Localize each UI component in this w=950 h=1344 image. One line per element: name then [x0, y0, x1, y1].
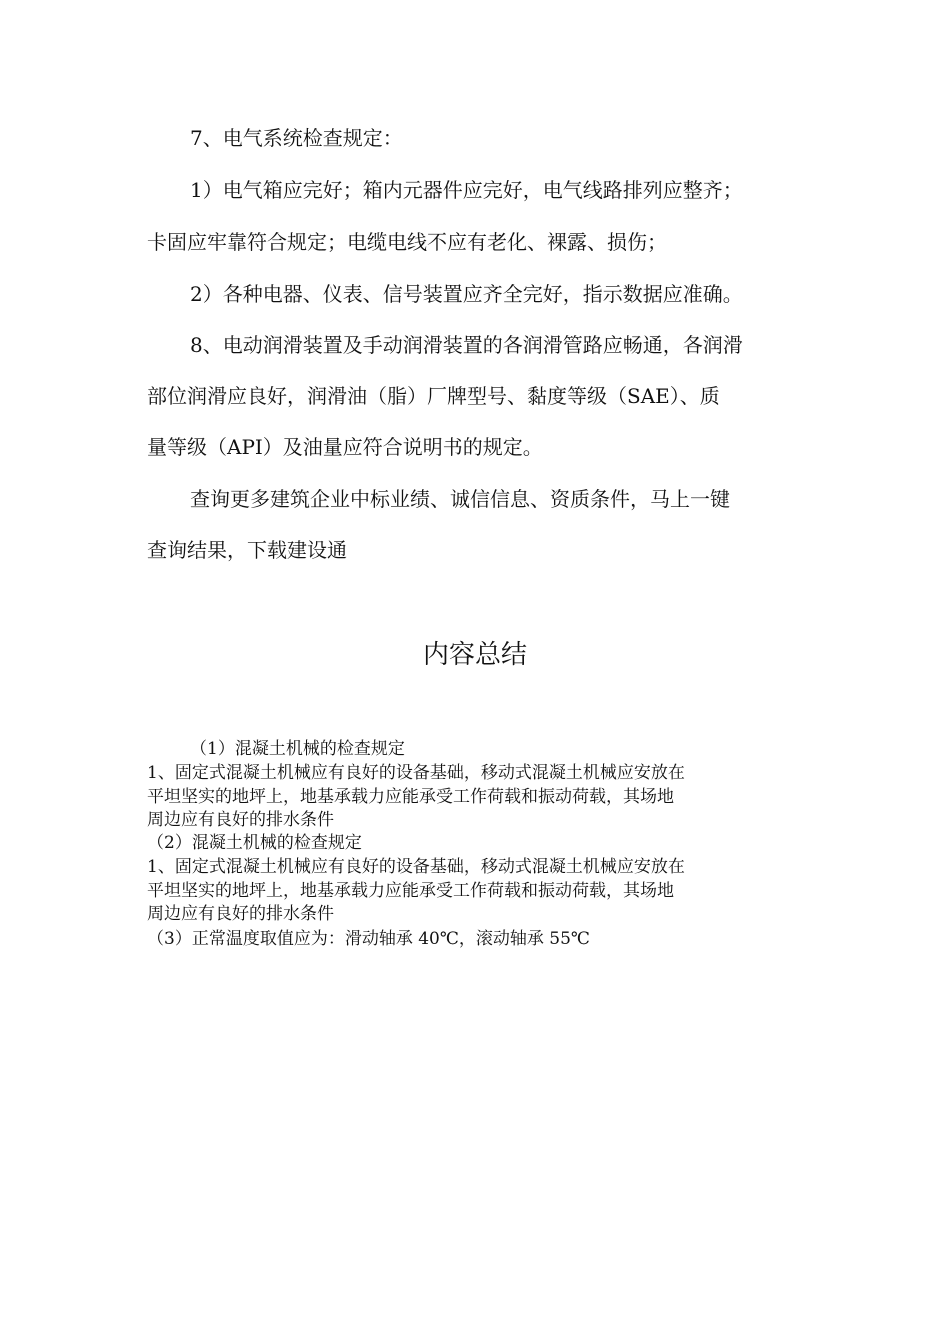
section7-item1-line2: 卡固应牢靠符合规定；电缆电线不应有老化、裸露、损伤；: [147, 230, 667, 254]
summary-item1-line3: 周边应有良好的排水条件: [147, 810, 334, 830]
section8-line3: 量等级（API）及油量应符合说明书的规定。: [147, 435, 543, 459]
section7-item2: 2）各种电器、仪表、信号装置应齐全完好，指示数据应准确。: [190, 282, 743, 306]
summary-title: 内容总结: [422, 640, 527, 670]
section8-line2: 部位润滑应良好，润滑油（脂）厂牌型号、黏度等级（SAE）、质: [147, 384, 720, 408]
section7-heading: 7、电气系统检查规定：: [190, 126, 403, 150]
summary-item2-line2: 平坦坚实的地坪上，地基承载力应能承受工作荷载和振动荷载，其场地: [147, 881, 674, 901]
summary-item1-heading: （1）混凝土机械的检查规定: [190, 739, 405, 759]
section7-item1-line1: 1）电气箱应完好；箱内元器件应完好，电气线路排列应整齐；: [190, 178, 743, 202]
section8-line1: 8、电动润滑装置及手动润滑装置的各润滑管路应畅通，各润滑: [190, 333, 743, 357]
summary-item1-line2: 平坦坚实的地坪上，地基承载力应能承受工作荷载和振动荷载，其场地: [147, 787, 674, 807]
summary-item2-line3: 周边应有良好的排水条件: [147, 904, 334, 924]
summary-item2-heading: （2）混凝土机械的检查规定: [147, 833, 362, 853]
summary-item1-line1: 1、固定式混凝土机械应有良好的设备基础，移动式混凝土机械应安放在: [147, 763, 685, 783]
promo-line1: 查询更多建筑企业中标业绩、诚信信息、资质条件，马上一键: [190, 487, 730, 511]
summary-item2-line1: 1、固定式混凝土机械应有良好的设备基础，移动式混凝土机械应安放在: [147, 857, 685, 877]
summary-item3: （3）正常温度取值应为：滑动轴承 40℃，滚动轴承 55℃: [147, 929, 590, 949]
promo-line2: 查询结果，下载建设通: [147, 538, 347, 562]
